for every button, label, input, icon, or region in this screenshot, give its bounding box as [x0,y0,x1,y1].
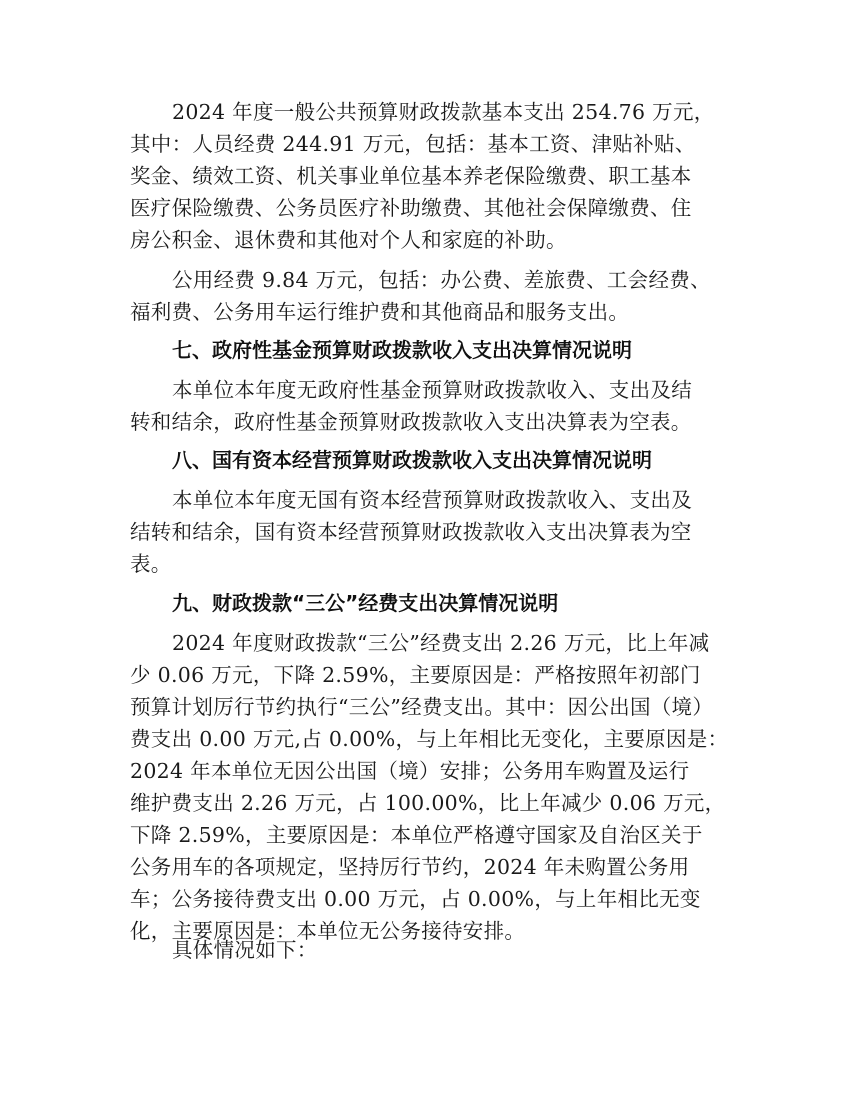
text-line: 本单位本年度无政府性基金预算财政拨款收入、支出及结 [172,378,692,402]
text-line: 2024 年度财政拨款“三公”经费支出 2.26 万元，比上年减 [172,631,710,655]
text-line: 2024 年本单位无因公出国（境）安排；公务用车购置及运行 [130,759,690,783]
text-line: 其中：人员经费 244.91 万元，包括：基本工资、津贴补贴、 [130,132,696,156]
text-line: 2024 年度一般公共预算财政拨款基本支出 254.76 万元， [172,100,715,124]
text-line: 医疗保险缴费、公务员医疗补助缴费、其他社会保障缴费、住 [130,196,692,220]
text-line: 化，主要原因是：本单位无公务接待安排。 [130,919,526,943]
text-line: 公用经费 9.84 万元，包括：办公费、差旅费、工会经费、 [172,268,711,292]
text-line: 维护费支出 2.26 万元，占 100.00%，比上年减少 0.06 万元， [130,791,726,815]
text-line: 车；公务接待费支出 0.00 万元，占 0.00%，与上年相比无变 [130,887,701,911]
text-line: 福利费、公务用车运行维护费和其他商品和服务支出。 [130,300,630,324]
text-line: 结转和结余，国有资本经营预算财政拨款收入支出决算表为空 [130,520,692,544]
text-line: 具体情况如下： [172,938,318,962]
text-line: 费支出 0.00 万元,占 0.00%，与上年相比无变化，主要原因是： [130,727,729,751]
section-heading-8: 八、国有资本经营预算财政拨款收入支出决算情况说明 [172,448,652,472]
text-line: 表。 [130,552,172,576]
section-heading-9: 九、财政拨款“三公”经费支出决算情况说明 [172,591,559,615]
section-heading-7: 七、政府性基金预算财政拨款收入支出决算情况说明 [172,338,632,362]
text-line: 奖金、绩效工资、机关事业单位基本养老保险缴费、职工基本 [130,164,692,188]
text-line: 下降 2.59%，主要原因是：本单位严格遵守国家及自治区关于 [130,823,703,847]
text-line: 预算计划厉行节约执行“三公”经费支出。其中：因公出国（境） [130,695,714,719]
text-line: 转和结余，政府性基金预算财政拨款收入支出决算表为空表。 [130,410,692,434]
text-line: 公务用车的各项规定，坚持厉行节约，2024 年未购置公务用 [130,855,690,879]
text-line: 房公积金、退休费和其他对个人和家庭的补助。 [130,228,567,252]
text-line: 少 0.06 万元，下降 2.59%，主要原因是：严格按照年初部门 [130,663,701,687]
text-line: 本单位本年度无国有资本经营预算财政拨款收入、支出及 [172,488,692,512]
